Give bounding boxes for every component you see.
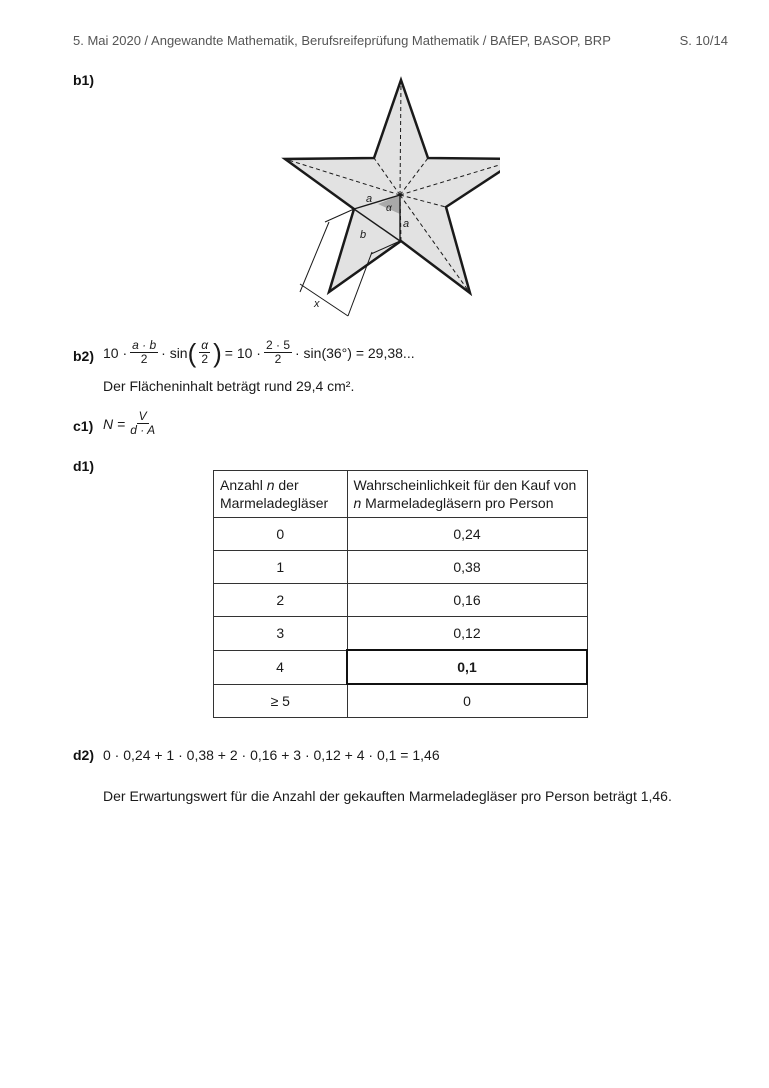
table-row [214, 518, 588, 551]
cell-p-answer: 0,1 [347, 650, 587, 684]
cell-p: 0 [347, 684, 587, 718]
table-row [214, 584, 588, 617]
table-header-row [214, 471, 588, 518]
label-b2: b2) [73, 348, 94, 364]
b2-frac-ab-den: 2 [140, 352, 148, 366]
cell-n: 3 [214, 617, 348, 651]
c1-formula [103, 410, 160, 437]
label-a-right: a [403, 218, 410, 230]
page-number: S. 10/14 [679, 33, 728, 48]
d2-formula: 0 · 0,24 + 1 · 0,38 + 2 · 0,16 + 3 · 0,12 + 4 · 0,1 = 1,46 [103, 747, 440, 763]
label-b: b [360, 229, 367, 241]
label-c1: c1) [73, 418, 94, 434]
label-a-top: a [366, 193, 373, 205]
probability-table [213, 470, 588, 718]
cell-n: 2 [214, 584, 348, 617]
b2-answer: Der Flächeninhalt beträgt rund 29,4 cm². [103, 378, 355, 394]
c1-den: d · A [130, 423, 156, 437]
table-row [214, 650, 588, 684]
c1-frac [128, 410, 157, 437]
c1-lhs: N = [103, 415, 126, 432]
b2-frac-alpha-den: 2 [201, 352, 209, 366]
cell-p: 0,38 [347, 551, 587, 584]
b2-rest: · sin(36°) = 29,38... [295, 344, 415, 361]
c1-num: V [138, 409, 147, 423]
label-d2: d2) [73, 747, 94, 763]
label-b1: b1) [73, 72, 94, 88]
table-row [214, 551, 588, 584]
b2-frac-alpha-num: α [201, 338, 209, 352]
label-x: x [314, 298, 320, 310]
cell-n: 0 [214, 518, 348, 551]
b2-frac-alpha [199, 339, 210, 366]
label-alpha: α [386, 203, 392, 214]
star-figure [270, 72, 500, 322]
b2-coef: 10 · [103, 344, 128, 361]
cell-p: 0,16 [347, 584, 587, 617]
star-outline [285, 80, 500, 293]
col-header-n: Anzahl n der Marmeladegläser [214, 471, 348, 518]
d2-answer: Der Erwartungswert für die Anzahl der gekauften Marmeladegläser pro Person beträgt 1,46. [103, 788, 672, 804]
cell-n: 1 [214, 551, 348, 584]
b2-frac-25 [264, 339, 292, 366]
b2-frac-25-den: 2 [274, 352, 282, 366]
b2-sin: · sin [161, 344, 188, 361]
b2-formula [103, 339, 415, 366]
cell-n: ≥ 5 [214, 684, 348, 718]
table-row [214, 684, 588, 718]
cell-n: 4 [214, 650, 348, 684]
col-header-p: Wahrscheinlichkeit für den Kauf von n Marmeladegläsern pro Person [347, 471, 587, 518]
b2-frac-ab-num: a · b [132, 338, 157, 352]
b2-frac-ab [130, 339, 158, 366]
label-d1: d1) [73, 458, 94, 474]
table-row [214, 617, 588, 651]
b2-eq: = 10 · [224, 344, 261, 361]
paren-open: ( [187, 337, 197, 368]
cell-p: 0,24 [347, 518, 587, 551]
header-title: 5. Mai 2020 / Angewandte Mathematik, Berufsreifeprüfung Mathematik / BAfEP, BASOP, BRP [73, 33, 611, 48]
cell-p: 0,12 [347, 617, 587, 651]
paren-close: ) [213, 337, 222, 368]
b2-frac-25-num: 2 · 5 [265, 338, 290, 352]
